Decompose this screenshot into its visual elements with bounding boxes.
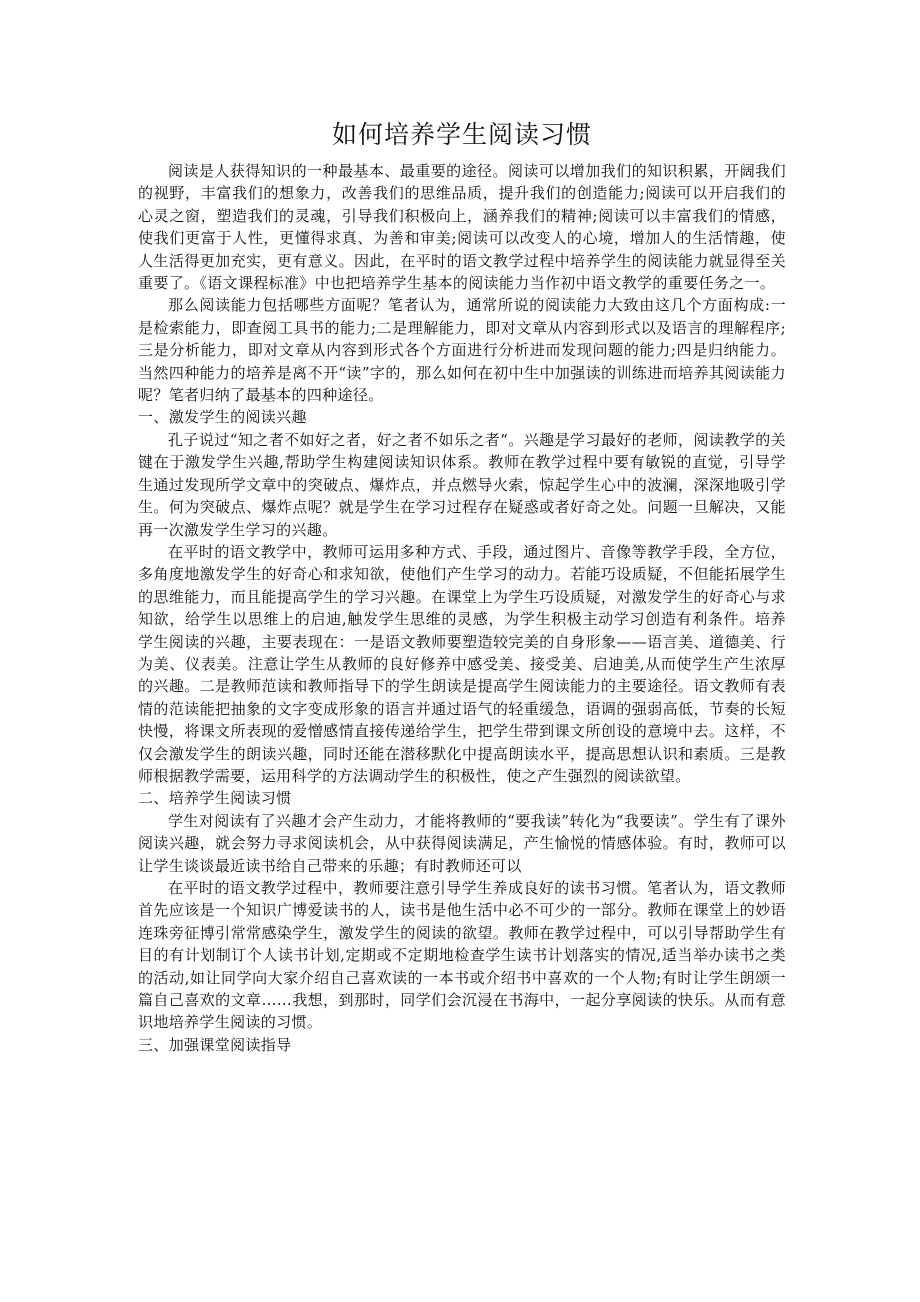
document-page [138, 118, 786, 1056]
paragraph-teaching-methods: 在平时的语文教学中，教师可运用多种方式、手段，通过图片、音像等教学手段，全方位，多角度地激发学生的好奇心和求知欲，使他们产生学习的动力。若能巧设质疑，不但能拓展学生的思维能力，而且能提高学生的学习兴趣。在课堂上为学生巧设质疑，对激发学生的好奇心与求知欲，给学生以思维上的启迪,触发学生思维的灵感，为学生积极主动学习创造有利条件。培养学生阅读的兴趣，主要表现在：一是语文教师要塑造较完美的自身形象——语言美、道德美、行为美、仪表美。注意让学生从教师的良好修养中感受美、接受美、启迪美,从而使学生产生浓厚的兴趣。二是教师范读和教师指导下的学生朗读是提高学生阅读能力的主要途径。语文教师有表情的范读能把抽象的文字变成形象的语言并通过语气的轻重缓急，语调的强弱高低，节奏的长短快慢，将课文所表现的爱憎感情直接传递给学生，把学生带到课文所创设的意境中去。这样，不仅会激发学生的朗读兴趣，同时还能在潜移默化中提高朗读水平，提高思想认识和素质。三是教师根据教学需要，运用科学的方法调动学生的积极性，使之产生强烈的阅读欲望。 [138, 542, 786, 785]
section-heading-3: 三、加强课堂阅读指导 [138, 1035, 292, 1054]
paragraph-confucius: 孔子说过“知之者不如好之者，好之者不如乐之者“。兴趣是学习最好的老师，阅读教学的关键在于激发学生兴趣,帮助学生构建阅读知识体系。教师在教学过程中要有敏锐的直觉，引导学生通过发现所学文章中的突破点、爆炸点，并点燃导火索，惊起学生心中的波澜，深深地吸引学生。何为突破点、爆炸点呢？就是学生在学习过程存在疑惑或者好奇之处。问题一旦解决，又能再一次激发学生学习的兴趣。 [138, 430, 786, 539]
paragraph-reading-abilities: 那么阅读能力包括哪些方面呢？笔者认为，通常所说的阅读能力大致由这几个方面构成:一是检索能力，即查阅工具书的能力;二是理解能力，即对文章从内容到形式以及语言的理解程序;三是分析能力，即对文章从内容到形式各个方面进行分析进而发现问题的能力;四是归纳能力。当然四种能力的培养是离不开“读”字的，那么如何在初中生中加强读的训练进而培养其阅读能力呢？笔者归纳了最基本的四种途径。 [138, 296, 786, 405]
paragraph-motivation: 学生对阅读有了兴趣才会产生动力，才能将教师的“要我读”转化为“我要读”。学生有了课外阅读兴趣，就会努力寻求阅读机会，从中获得阅读满足，产生愉悦的情感体验。有时，教师可以让学生谈谈最近读书给自己带来的乐趣；有时教师还可以 [138, 811, 786, 875]
page-title: 如何培养学生阅读习惯 [331, 120, 592, 149]
section-heading-1: 一、激发学生的阅读兴趣 [138, 408, 307, 427]
paragraph-intro: 阅读是人获得知识的一种最基本、最重要的途径。阅读可以增加我们的知识积累，开阔我们的视野，丰富我们的想象力，改善我们的思维品质，提升我们的创造能力;阅读可以开启我们的心灵之窗，塑造我们的灵魂，引导我们积极向上，涵养我们的精神;阅读可以丰富我们的情感，使我们更富于人性，更懂得求真、为善和审美;阅读可以改变人的心境，增加人的生活情趣，使人生活得更加充实，更有意义。因此，在平时的语文教学过程中培养学生的阅读能力就显得至关重要了。《语文课程标准》中也把培养学生基本的阅读能力当作初中语文教学的重要任务之一。 [138, 162, 786, 293]
section-heading-2: 二、培养学生阅读习惯 [138, 789, 292, 808]
paragraph-reading-habits: 在平时的语文教学过程中，教师要注意引导学生养成良好的读书习惯。笔者认为，语文教师首先应该是一个知识广博爱读书的人，读书是他生活中必不可少的一部分。教师在课堂上的妙语连珠旁征博引常常感染学生，激发学生的阅读的欲望。教师在教学过程中，可以引导帮助学生有目的有计划制订个人读书计划,定期或不定期地检查学生读书计划落实的情况,适当举办读书之类的活动,如让同学向大家介绍自己喜欢读的一本书或介绍书中喜欢的一个人物;有时让学生朗颂一篇自己喜欢的文章……我想，到那时，同学们会沉浸在书海中，一起分享阅读的快乐。从而有意识地培养学生阅读的习惯。 [138, 879, 786, 1032]
